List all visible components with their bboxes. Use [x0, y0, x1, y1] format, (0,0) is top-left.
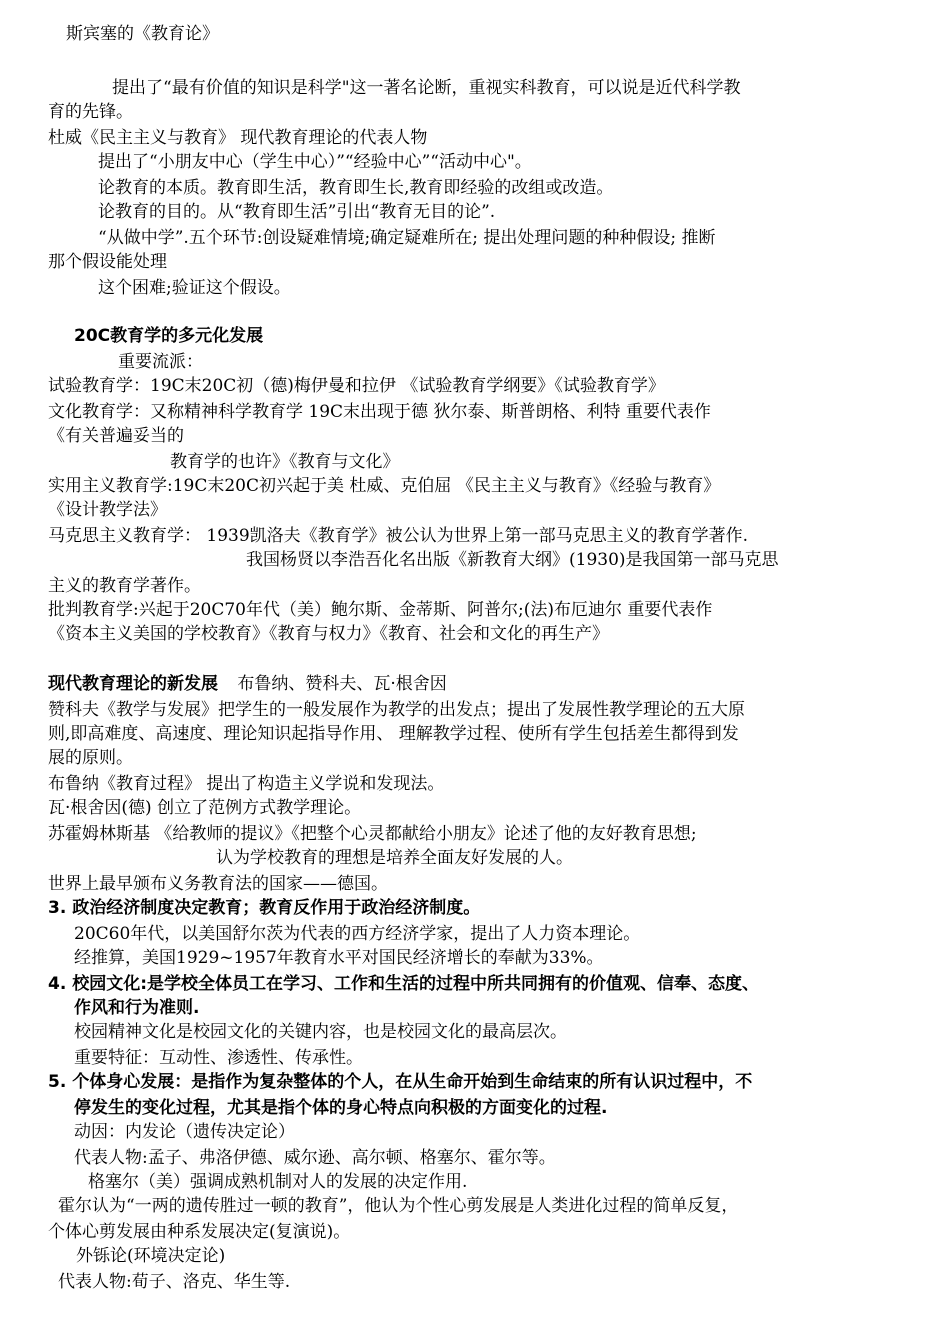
text-line: 主义的教育学著作。 [48, 576, 201, 596]
text-line: 重要流派： [118, 352, 203, 372]
text-line: 《资本主义美国的学校教育》《教育与权力》《教育、社会和文化的再生产》 [48, 624, 609, 644]
text-line: 试验教育学：19C末20C初（德)梅伊曼和拉伊 《试验教育学纲要》《试验教育学》 [48, 376, 665, 396]
text-line: 代表人物:荀子、洛克、华生等. [58, 1272, 291, 1292]
text-line: 文化教育学：又称精神科学教育学 19C末出现于德 狄尔泰、斯普朗格、利特 重要代表作 [48, 402, 711, 422]
text-line: “从做中学”.五个环节:创设疑难情境;确定疑难所在; 提出处理问题的种种假设; 推断 [98, 228, 716, 248]
text-line: 外铄论(环境决定论) [76, 1246, 226, 1266]
text-line: 世界上最早颁布义务教育法的国家——德国。 [48, 874, 388, 894]
text-line: 霍尔认为“一两的遗传胜过一顿的教育”，他认为个性心剪发展是人类进化过程的简单反复， [58, 1196, 739, 1216]
text-line: 批判教育学:兴起于20C70年代（美）鲍尔斯、金蒂斯、阿普尔;(法)布厄迪尔 重要代表作 [48, 600, 713, 620]
text-line: 重要特征：互动性、渗透性、传承性。 [74, 1048, 363, 1068]
text-line: 论教育的目的。从“教育即生活”引出“教育无目的论”. [98, 202, 496, 222]
text-line: 个体心剪发展由种系发展决定(复演说)。 [48, 1222, 351, 1242]
text-line: 那个假设能处理 [48, 252, 167, 272]
text-line: 代表人物:孟子、弗洛伊德、威尔逊、高尔顿、格塞尔、霍尔等。 [74, 1148, 556, 1168]
text-line: 停发生的变化过程，尤其是指个体的身心特点向积极的方面变化的过程. [74, 1098, 608, 1118]
text-line: 我国杨贤以李浩吾化名出版《新教育大纲》(1930)是我国第一部马克思 [246, 550, 779, 570]
text-line: 《设计教学法》 [48, 500, 167, 520]
numbered-heading: 5. 个体身心发展：是指作为复杂整体的个人，在从生命开始到生命结束的所有认识过程中，不 [48, 1072, 753, 1092]
text-line [48, 672, 910, 696]
text-line: 动因：内发论（遗传决定论） [74, 1122, 295, 1142]
text-line: 苏霍姆林斯基 《给教师的提议》《把整个心灵都献给小朋友》论述了他的友好教育思想; [48, 824, 697, 844]
text-line: 提出了“小朋友中心（学生中心）”“经验中心”“活动中心"。 [98, 152, 532, 172]
text-line: 实用主义教育学:19C末20C初兴起于美 杜威、克伯屈 《民主主义与教育》《经验与教育》 [48, 476, 721, 496]
text-line: 论教育的本质。教育即生活，教育即生长,教育即经验的改组或改造。 [98, 178, 614, 198]
text-line: 布鲁纳《教育过程》 提出了构造主义学说和发现法。 [48, 774, 445, 794]
text-line: 展的原则。 [48, 748, 133, 768]
text-line: 则,即高难度、高速度、理论知识起指导作用、 理解教学过程、使所有学生包括差生都得到发 [48, 724, 739, 744]
numbered-heading: 3. 政治经济制度决定教育；教育反作用于政治经济制度。 [48, 898, 481, 918]
numbered-heading: 4. 校园文化:是学校全体员工在学习、工作和生活的过程中所共同拥有的价值观、信奉、态度、 [48, 974, 760, 994]
text-line: 格塞尔（美）强调成熟机制对人的发展的决定作用. [88, 1172, 468, 1192]
text-line: 提出了“最有价值的知识是科学"这一著名论断，重视实科教育，可以说是近代科学教 [112, 78, 741, 98]
text-line: 教育学的也许》《教育与文化》 [170, 452, 400, 472]
text-line: 这个困难;验证这个假设。 [98, 278, 291, 298]
text-line: 《有关普遍妥当的 [48, 426, 184, 446]
text-line: 校园精神文化是校园文化的关键内容，也是校园文化的最高层次。 [74, 1022, 567, 1042]
text-line: 作风和行为准则. [74, 998, 200, 1018]
text-line: 瓦·根舍因(德) 创立了范例方式教学理论。 [48, 798, 362, 818]
section-heading: 现代教育理论的新发展 [48, 674, 218, 694]
text-line: 赞科夫《教学与发展》把学生的一般发展作为教学的出发点；提出了发展性教学理论的五大原 [48, 700, 745, 720]
text-line: 20C60年代，以美国舒尔茨为代表的西方经济学家，提出了人力资本理论。 [74, 924, 641, 944]
section-heading: 20C教育学的多元化发展 [74, 326, 264, 346]
text-line: 马克思主义教育学： 1939凯洛夫《教育学》被公认为世界上第一部马克思主义的教育学著作. [48, 526, 749, 546]
text-line: 斯宾塞的《教育论》 [66, 24, 219, 44]
names-text: 布鲁纳、赞科夫、瓦·根舍因 [237, 674, 447, 694]
text-line: 杜威《民主主义与教育》 现代教育理论的代表人物 [48, 128, 428, 148]
text-line: 经推算，美国1929~1957年教育水平对国民经济增长的奉献为33%。 [74, 948, 604, 968]
text-line: 认为学校教育的理想是培养全面友好发展的人。 [216, 848, 573, 868]
text-line: 育的先锋。 [48, 102, 133, 122]
